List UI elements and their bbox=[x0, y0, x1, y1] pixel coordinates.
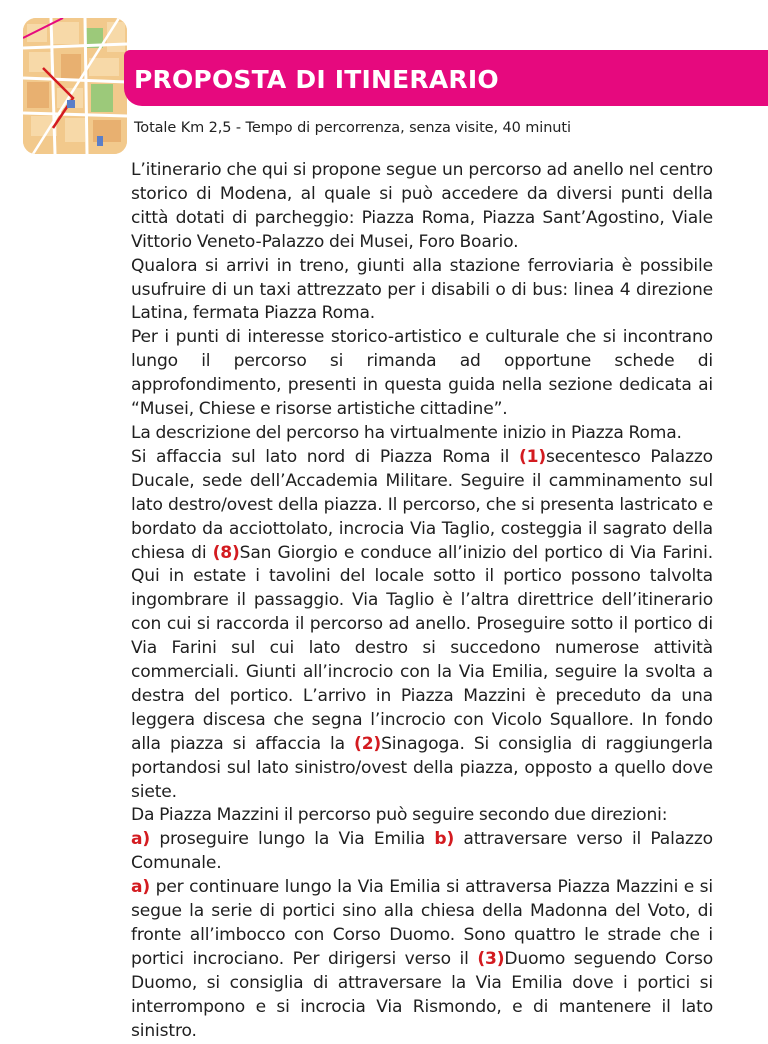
title-banner bbox=[124, 50, 768, 106]
paragraph bbox=[131, 876, 713, 1043]
poi-marker: a) bbox=[131, 829, 151, 850]
text-run: secentesco Palazzo Ducale, sede dell’Accademia Militare. Seguire il camminamento sul lato destro/ovest della piazza. Il percorso, che si presenta lastricato e bordato da acciottolato, incrocia Via Taglio, costeggia il sagrato della chiesa di bbox=[131, 446, 713, 563]
paragraph bbox=[131, 828, 713, 876]
poi-marker: (2) bbox=[354, 733, 382, 754]
route-summary: Totale Km 2,5 - Tempo di percorrenza, senza visite, 40 minuti bbox=[134, 120, 571, 136]
itinerary-text bbox=[131, 159, 713, 1044]
text-run: Si affaccia sul lato nord di Piazza Roma il bbox=[131, 446, 519, 467]
text-run: Da Piazza Mazzini il percorso può seguire secondo due direzioni: bbox=[131, 805, 668, 826]
text-run: Qualora si arrivi in treno, giunti alla stazione ferroviaria è possibile usufruire di un taxi attrezzato per i disabili o di bus: linea 4 direzione Latina, fermata Piazza Roma. bbox=[131, 255, 713, 324]
paragraph bbox=[131, 446, 713, 805]
paragraph bbox=[131, 159, 713, 255]
text-run: proseguire lungo la Via Emilia bbox=[150, 829, 435, 850]
poi-marker: (1) bbox=[518, 446, 547, 467]
poi-marker: a) bbox=[131, 877, 151, 898]
paragraph bbox=[131, 255, 713, 327]
text-run: Duomo seguendo Corso Duomo, si consiglia di attraversare la Via Emilia dove i portici si interrompono e si incrocia Via Rismondo, e di mantenere il lato sinistro. bbox=[131, 948, 714, 1041]
text-run: attraversare verso il Palazzo Comunale. bbox=[131, 829, 713, 874]
text-run: Sinagoga. Si consiglia di raggiungerla portandosi sul lato sinistro/ovest della piazza, opposto a quello dove siete. bbox=[131, 733, 713, 802]
paragraph bbox=[131, 804, 713, 828]
paragraph bbox=[131, 326, 713, 422]
text-run: Per i punti di interesse storico-artistico e culturale che si incontrano lungo il percorso si rimanda ad opportune schede di approfondimento, presenti in questa guida nella sezione dedicata ai “Musei, Chiese e risorse artistiche cittadine”. bbox=[131, 327, 713, 420]
paragraph bbox=[131, 422, 713, 446]
poi-marker: (3) bbox=[477, 948, 505, 969]
poi-marker: (8) bbox=[212, 542, 240, 563]
text-run: San Giorgio e conduce all’inizio del portico di Via Farini. Qui in estate i tavolini del locale sotto il portico possono talvolta ingombrare il passaggio. Via Taglio è l’altra direttrice dell’itinerario con cui si raccorda il percorso ad anello. Proseguire sotto il portico di Via Farini sul cui lato destro si succedono numerose attività commerciali. Giunti all’incrocio con la Via Emilia, seguire la svolta a destra del portico. L’arrivo in Piazza Mazzini è preceduto da una leggera discesa che segna l’incrocio con Vicolo Squallore. In fondo alla piazza si affaccia la bbox=[131, 542, 713, 754]
page-title: PROPOSTA DI ITINERARIO bbox=[134, 65, 499, 94]
text-run: La descrizione del percorso ha virtualmente inizio in Piazza Roma. bbox=[131, 422, 682, 443]
city-map-thumbnail bbox=[23, 18, 127, 154]
city-map-icon bbox=[23, 18, 127, 154]
poi-marker: b) bbox=[434, 829, 455, 850]
text-run: per continuare lungo la Via Emilia si attraversa Piazza Mazzini e si segue la serie di portici sino alla chiesa della Madonna del Voto, di fronte all’imbocco con Corso Duomo. Sono quattro le strade che i portici incrociano. Per dirigersi verso il bbox=[131, 877, 713, 969]
text-run: L’itinerario che qui si propone segue un percorso ad anello nel centro storico di Modena, al quale si può accedere da diversi punti della città dotati di parcheggio: Piazza Roma, Piazza Sant’Agostino, Viale Vittorio Veneto-Palazzo dei Musei, Foro Boario. bbox=[131, 160, 713, 252]
